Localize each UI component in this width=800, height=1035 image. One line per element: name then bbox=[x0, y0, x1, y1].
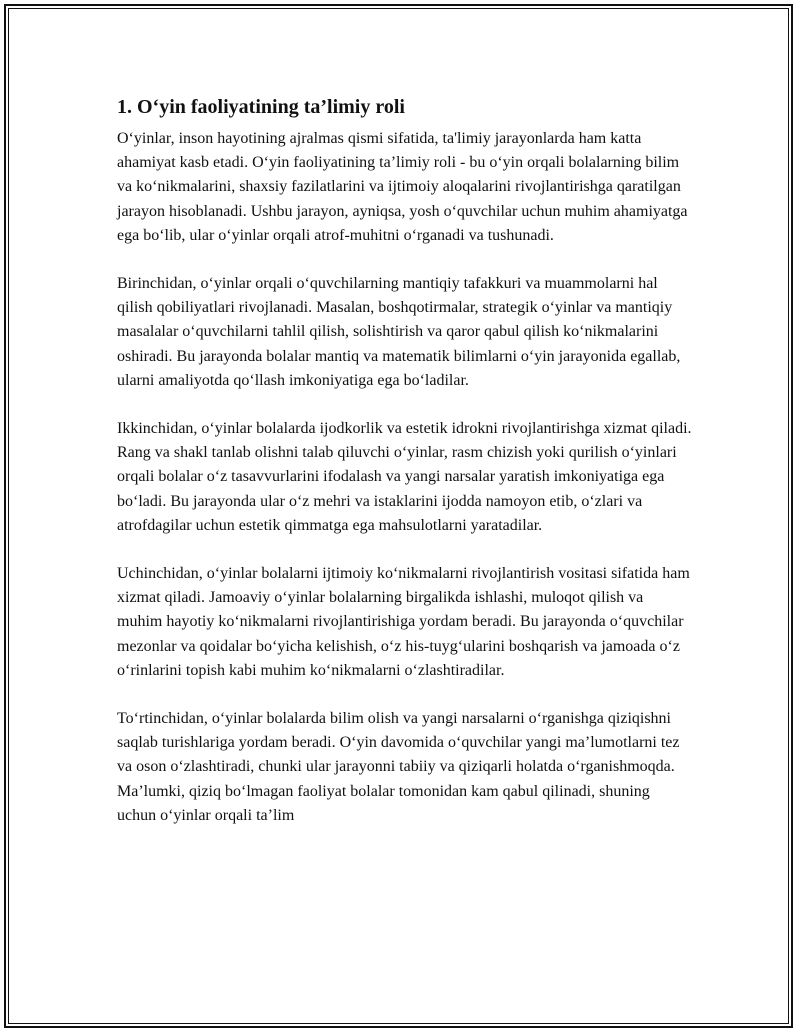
paragraph-second: Ikkinchidan, o‘yinlar bolalarda ijodkorlik va estetik idrokni rivojlantirishga xizmat qiladi. Rang va shakl tanlab olishni talab qiluvchi o‘yinlar, rasm chizish yoki qurilish o‘yinlari orqali bolalar o‘z tasavvurlarini ifodalash va yangi narsalar yaratish imkoniyatiga ega bo‘ladi. Bu jarayonda ular o‘z mehri va istaklarini ijodda namoyon etib, o‘zlari va atrofdagilar uchun estetik qimmatga ega mahsulotlarni yaratadilar. bbox=[117, 420, 692, 534]
document-body bbox=[117, 94, 692, 852]
paragraph-intro: O‘yinlar, inson hayotining ajralmas qismi sifatida, ta'limiy jarayonlarda ham katta ahamiyat kasb etadi. O‘yin faoliyatining ta’limiy roli - bu o‘yin orqali bolalarning bilim va ko‘nikmalarini, shaxsiy fazilatlarini va ijtimoiy aloqalarini rivojlantirishga qaratilgan jarayon hisoblanadi. Ushbu jarayon, ayniqsa, yosh o‘quvchilar uchun muhim ahamiyatga ega bo‘lib, ular o‘yinlar orqali atrof-muhitni o‘rganadi va tushunadi. bbox=[117, 130, 688, 244]
paragraph-fourth: To‘rtinchidan, o‘yinlar bolalarda bilim olish va yangi narsalarni o‘rganishga qiziqishni saqlab turishlariga yordam beradi. O‘yin davomida o‘quvchilar yangi ma’lumotlarni tez va oson o‘zlashtiradi, chunki ular jarayonni tabiiy va qiziqarli holatda o‘rganishmoqda. Ma’lumki, qiziq bo‘lmagan faoliyat bolalar tomonidan kam qabul qilinadi, shuning uchun o‘yinlar orqali ta’lim bbox=[117, 710, 680, 824]
section-heading: 1. O‘yin faoliyatining ta’limiy roli bbox=[117, 96, 405, 118]
paragraph-first: Birinchidan, o‘yinlar orqali o‘quvchilarning mantiqiy tafakkuri va muammolarni hal qilish qobiliyatlari rivojlanadi. Masalan, boshqotirmalar, strategik o‘yinlar va mantiqiy masalalar o‘quvchilarni tahlil qilish, solishtirish va qaror qabul qilish ko‘nikmalarini oshiradi. Bu jarayonda bolalar mantiq va matematik bilimlarni o‘yin jarayonida egallab, ularni amaliyotda qo‘llash imkoniyatiga ega bo‘ladilar. bbox=[117, 275, 681, 389]
paragraph-third: Uchinchidan, o‘yinlar bolalarni ijtimoiy ko‘nikmalarni rivojlantirish vositasi sifatida ham xizmat qiladi. Jamoaviy o‘yinlar bolalarning birgalikda ishlashi, muloqot qilish va muhim hayotiy ko‘nikmalarni rivojlantirishiga yordam beradi. Bu jarayonda o‘quvchilar mezonlar va qoidalar bo‘yicha kelishish, o‘z his-tuyg‘ularini boshqarish va jamoada o‘z o‘rinlarini topish kabi muhim ko‘nikmalarni o‘zlashtiradilar. bbox=[117, 565, 690, 679]
